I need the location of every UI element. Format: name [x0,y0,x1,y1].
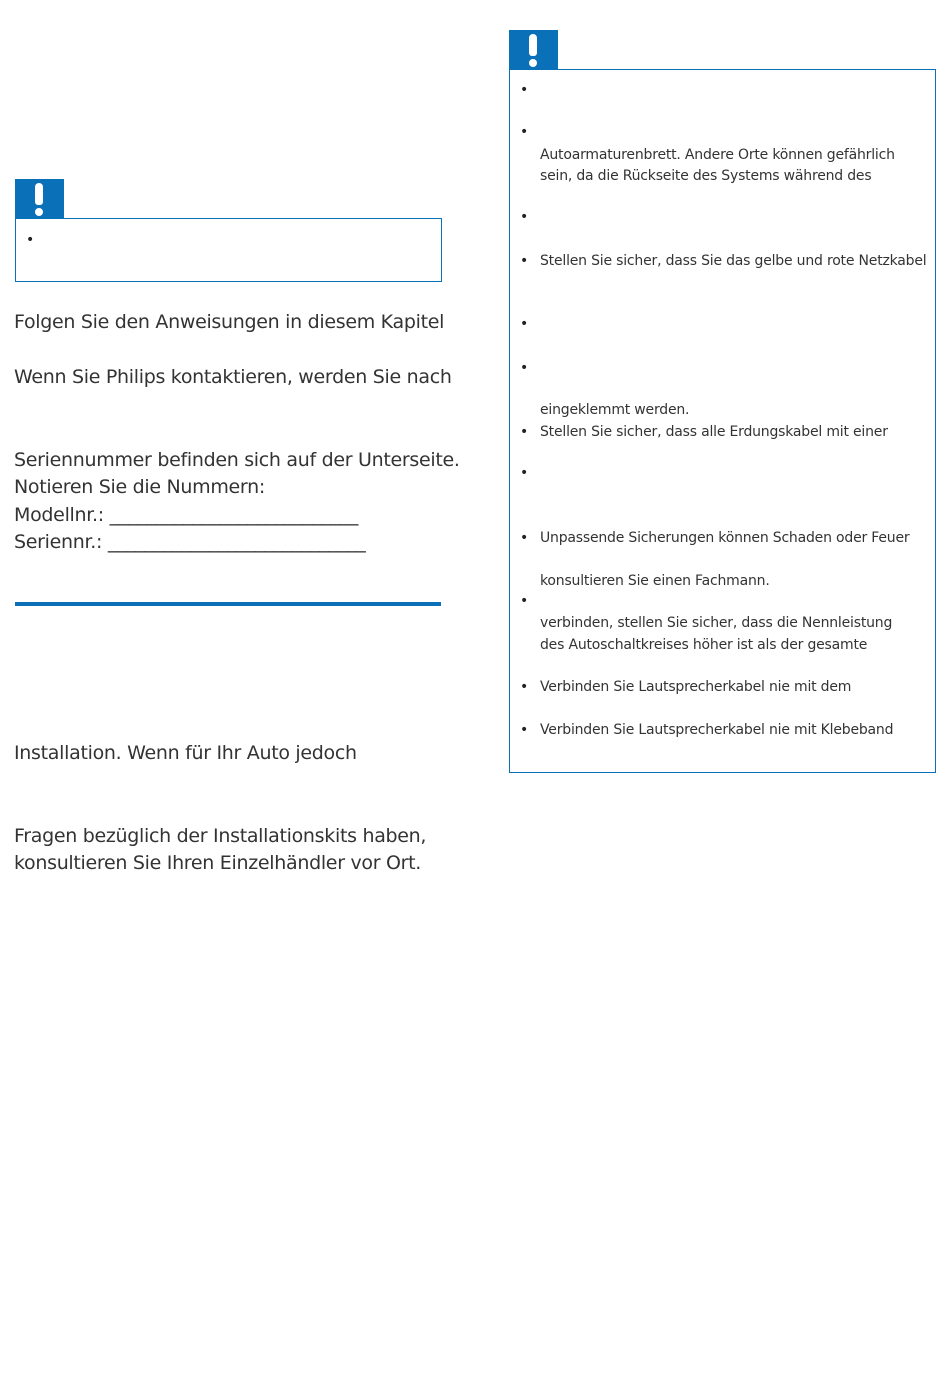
model-number-field: Modellnr.: ___________________________ [14,504,359,526]
paragraph-serial-location: Seriennummer befinden sich auf der Unterseite. [14,449,460,471]
caution-bullet: • [520,465,529,481]
caution-line: Verbinden Sie Lautsprecherkabel nie mit Klebeband [540,722,894,738]
caution-exclamation-icon [15,179,64,219]
caution-bullet: • [520,124,529,140]
serial-number-field: Seriennr.: ____________________________ [14,531,366,553]
caution-bullet: • [26,232,35,248]
paragraph-dealer: konsultieren Sie Ihren Einzelhändler vor Ort. [14,852,422,874]
caution-line: Unpassende Sicherungen können Schaden oder Feuer [540,530,910,546]
caution-line: sein, da die Rückseite des Systems während des [540,168,872,184]
caution-bullet: • [520,253,529,269]
caution-line: des Autoschaltkreises höher ist als der gesamte [540,637,868,653]
caution-line: Autoarmaturenbrett. Andere Orte können gefährlich [540,147,895,163]
caution-bullet: • [520,360,529,376]
caution-bullet: • [520,209,529,225]
caution-line: Verbinden Sie Lautsprecherkabel nie mit dem [540,679,852,695]
caution-line: Stellen Sie sicher, dass alle Erdungskabel mit einer [540,424,888,440]
caution-bullet: • [520,82,529,98]
paragraph-instructions: Folgen Sie den Anweisungen in diesem Kapitel [14,311,445,333]
caution-exclamation-icon [509,30,558,70]
caution-bullet: • [520,530,529,546]
caution-line: eingeklemmt werden. [540,402,690,418]
caution-bullet: • [520,593,529,609]
caution-bullet: • [520,679,529,695]
caution-line: Stellen Sie sicher, dass Sie das gelbe und rote Netzkabel [540,253,927,269]
caution-box-left [15,218,442,282]
caution-line: konsultieren Sie einen Fachmann. [540,573,770,589]
caution-bullet: • [520,424,529,440]
paragraph-contact: Wenn Sie Philips kontaktieren, werden Sie nach [14,366,452,388]
paragraph-installation-kits: Fragen bezüglich der Installationskits haben, [14,825,427,847]
caution-bullet: • [520,316,529,332]
caution-line: verbinden, stellen Sie sicher, dass die Nennleistung [540,615,893,631]
caution-bullet: • [520,722,529,738]
paragraph-installation: Installation. Wenn für Ihr Auto jedoch [14,742,357,764]
paragraph-note-numbers: Notieren Sie die Nummern: [14,476,265,498]
section-divider [15,602,441,606]
